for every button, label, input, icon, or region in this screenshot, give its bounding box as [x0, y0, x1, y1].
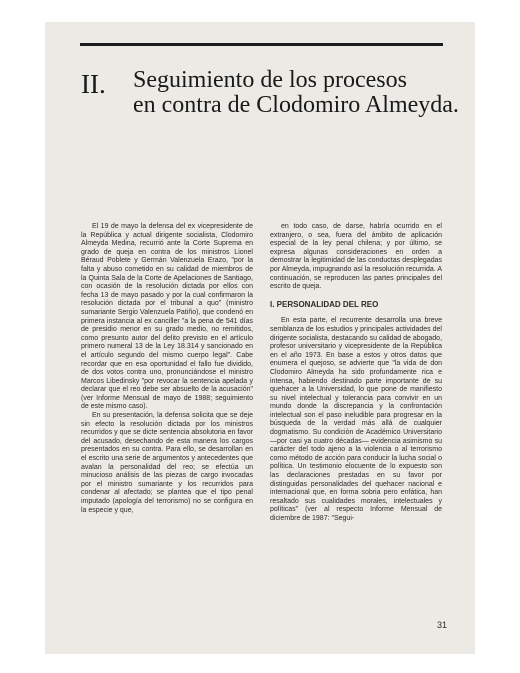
section-title: [133, 68, 459, 118]
paragraph: en todo caso, de darse, habría ocurrido en el extranjero, o sea, fuera del ámbito de aplicación especial de la ley penal chilena; y por último, se expresa algunas consideraciones en orden a demostrar la legitimidad de las conductas desplegadas por Almeyda, impugnando así la resolución recurrida. A continuación, se reproducen las partes principales del escrito de queja.: [270, 223, 442, 291]
section-title-line-1: Seguimiento de los procesos: [133, 67, 407, 93]
paragraph: En su presentación, la defensa solicita que se deje sin efecto la resolución dictada por los ministros recurridos y que se dicte sentencia absolutoria en favor del acusado, desechando de esta manera los cargos presentados en su contra. Para ello, se desarrollan en el escrito una serie de argumentos y antecedentes que avalan la personalidad del reo; se efectúa un minucioso análisis de las piezas de cargo invocadas por el ministro sumariante y los recurridos para condenar al afectado; se plantea que el tipo penal imputado (apología del terrorismo) no se configura en la especie y que,: [81, 412, 253, 514]
section-number: II.: [81, 69, 106, 99]
left-column: [81, 223, 253, 515]
paragraph: En esta parte, el recurrente desarrolla una breve semblanza de los estudios y principales actividades del dirigente socialista, destacando su calidad de abogado, profesor universitario y vicepresidente de la República en el año 1973. En base a estos y otros datos que enumera el quejoso, se advierte que "la vida de don Clodomiro Almeyda ha sido profundamente rica e intensa, habiendo destinado parte importante de su quehacer a la Universidad, lo que pone de manifiesto su nivel intelectual y tolerancia para convivir en un mundo donde la discrepancia y la confrontación intelectual son el paso ineludible para progresar en la búsqueda de la verdad más allá de cualquier dogmatismo. Su condición de Académico Universitario —por casi ya cuatro décadas— evidencia asimismo su carácter del todo ajeno a la violencia o al terrorismo como método de acción para conducir la lucha social o política. Un testimonio elocuente de lo expuesto son las declaraciones prestadas en su favor por distinguidas personalidades del quehacer nacional e internacional que, en forma sobria pero enfática, han resaltado sus cualidades morales, intelectuales y políticas" (ver al respecto Informe Mensual de diciembre de 1987: "Segui-: [270, 317, 443, 522]
paragraph: El 19 de mayo la defensa del ex vicepresidente de la República y actual dirigente socialista, Clodomiro Almeyda Medina, recurrió ante la Corte Suprema en grado de queja en contra de los ministros Lionel Béraud Poblete y Germán Valenzuela Erazo, "por la falta y abuso cometido en su calidad de miembros de la Quinta Sala de la Corte de Apelaciones de Santiago, con ocasión de la resolución dictada por ellos con fecha 13 de mayo pasado y por la cual confirmaron la resolución dictada por el tribunal a quo" (ministro sumariante Sergio Valenzuela Patiño), que condenó en primera instancia al ex canciller "a la pena de 541 días de presidio menor en su grado medio, no remitidos, como presunto autor del delito previsto en el artículo primero numeral 13 de la Ley 18.314 y sancionado en el artículo segundo del mismo cuerpo legal". Cabe recordar que en esa oportunidad el fallo fue dividido, de dos votos contra uno, pronunciándose el ministro Marcos Libedinsky "por revocar la sentencia apelada y declarar que el reo debe ser absuelto de la acusación" (ver Informe Mensual de mayo de 1988; seguimiento de este mismo caso).: [81, 223, 253, 411]
header-rule: [80, 43, 443, 46]
page-number: 31: [436, 620, 447, 630]
section-title-line-2: en contra de Clodomiro Almeyda.: [133, 92, 459, 118]
right-column: [270, 223, 442, 524]
subheading: I. PERSONALIDAD DEL REO: [270, 299, 379, 309]
document-page: [45, 22, 475, 654]
